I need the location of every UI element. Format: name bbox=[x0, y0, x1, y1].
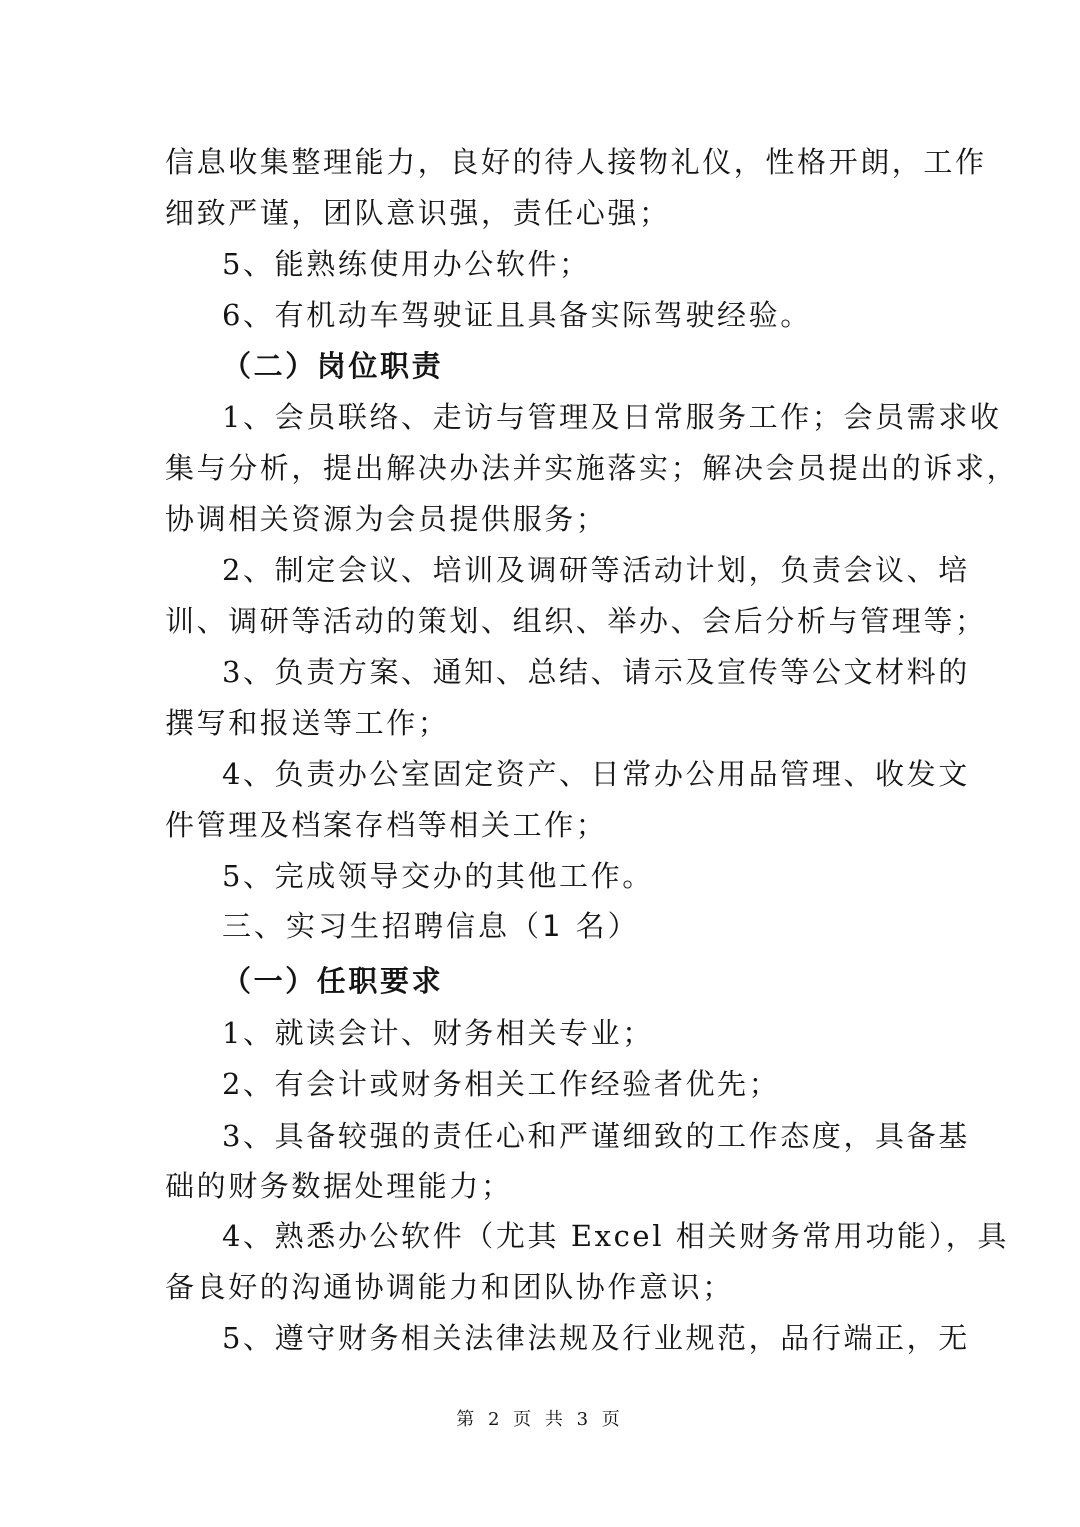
list-item: 1、就读会计、财务相关专业； bbox=[222, 1016, 654, 1050]
list-item: 4、负责办公室固定资产、日常办公用品管理、收发文 bbox=[222, 757, 970, 791]
section-subheading: （二）岗位职责 bbox=[222, 349, 444, 383]
body-text-line: 协调相关资源为会员提供服务； bbox=[165, 502, 608, 536]
body-text-line: 件管理及档案存档等相关工作； bbox=[165, 808, 608, 842]
list-item: 5、能熟练使用办公软件； bbox=[222, 247, 591, 281]
list-item: 3、具备较强的责任心和严谨细致的工作态度，具备基 bbox=[222, 1119, 970, 1153]
body-text-line: 训、调研等活动的策划、组织、举办、会后分析与管理等； bbox=[165, 604, 987, 638]
list-item: 2、有会计或财务相关工作经验者优先； bbox=[222, 1067, 781, 1101]
body-text-line: 础的财务数据处理能力； bbox=[165, 1169, 513, 1203]
body-text-line: 集与分析，提出解决办法并实施落实；解决会员提出的诉求， bbox=[165, 451, 1019, 485]
list-item: 3、负责方案、通知、总结、请示及宣传等公文材料的 bbox=[222, 655, 970, 689]
list-item: 1、会员联络、走访与管理及日常服务工作；会员需求收 bbox=[222, 400, 1002, 434]
body-text-line: 备良好的沟通协调能力和团队协作意识； bbox=[165, 1270, 734, 1304]
list-item: 2、制定会议、培训及调研等活动计划，负责会议、培 bbox=[222, 553, 970, 587]
list-item: 6、有机动车驾驶证且具备实际驾驶经验。 bbox=[222, 298, 812, 332]
section-subheading: （一）任职要求 bbox=[222, 964, 444, 998]
section-heading: 三、实习生招聘信息（1 名） bbox=[222, 909, 640, 943]
body-text-line: 撰写和报送等工作； bbox=[165, 706, 450, 740]
page-number-footer: 第 2 页 共 3 页 bbox=[456, 1409, 624, 1430]
body-text-line: 细致严谨，团队意识强，责任心强； bbox=[165, 196, 671, 230]
list-item: 4、熟悉办公软件（尤其 Excel 相关财务常用功能），具 bbox=[222, 1219, 1009, 1253]
list-item: 5、完成领导交办的其他工作。 bbox=[222, 859, 654, 893]
body-text-line: 信息收集整理能力，良好的待人接物礼仪，性格开朗，工作 bbox=[165, 145, 987, 179]
list-item: 5、遵守财务相关法律法规及行业规范，品行端正，无 bbox=[222, 1321, 970, 1355]
